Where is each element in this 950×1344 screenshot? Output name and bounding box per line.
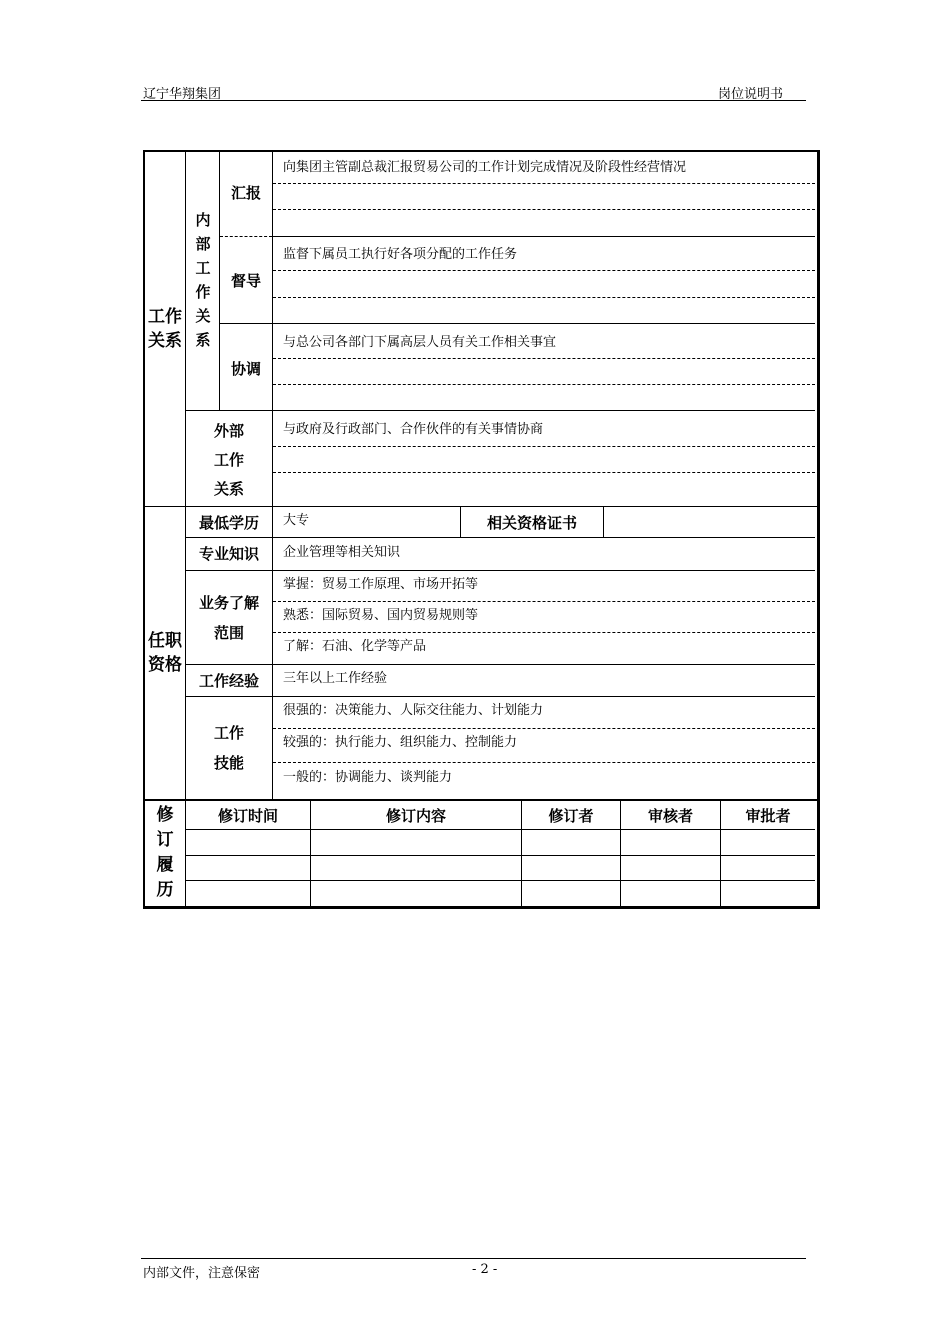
revision-col-time: 修订时间 (217, 806, 278, 825)
coordinate-text: 与总公司各部门下属高层人员有关工作相关事宜 (283, 335, 557, 350)
skills-label: 工作 技能 (213, 724, 244, 772)
header-company: 辽宁华翔集团 (143, 87, 222, 102)
footer-rule (141, 1258, 806, 1259)
business-scope-line: 熟悉：国际贸易、国内贸易规则等 (283, 608, 479, 623)
coordinate-label: 协调 (230, 359, 261, 378)
internal-relations-label: 内部工作关系 (195, 211, 211, 349)
page-number: - 2 - (472, 1262, 498, 1277)
external-relations-label: 外部 工作 关系 (213, 421, 244, 498)
revision-col-content: 修订内容 (385, 806, 446, 825)
revision-col-approver: 审批者 (745, 806, 791, 825)
section-work-relations: 工作关系 (148, 307, 182, 351)
supervise-label: 督导 (230, 271, 261, 290)
experience-value: 三年以上工作经验 (283, 671, 388, 686)
education-label: 最低学历 (198, 513, 259, 532)
skills-line: 较强的：执行能力、组织能力、控制能力 (283, 735, 518, 750)
section-qualifications: 任职资格 (148, 631, 182, 675)
business-scope-line: 掌握：贸易工作原理、市场开拓等 (283, 577, 479, 592)
certificate-label: 相关资格证书 (486, 513, 577, 532)
section-revision: 修订履历 (156, 804, 174, 900)
business-scope-line: 了解：石油、化学等产品 (283, 639, 427, 654)
experience-label: 工作经验 (198, 672, 259, 690)
report-text: 向集团主管副总裁汇报贸易公司的工作计划完成情况及阶段性经营情况 (283, 160, 687, 175)
supervise-text: 监督下属员工执行好各项分配的工作任务 (283, 247, 518, 262)
business-scope-label: 业务了解 范围 (198, 593, 259, 642)
skills-line: 一般的：协调能力、谈判能力 (283, 770, 453, 785)
knowledge-label: 专业知识 (198, 545, 259, 563)
revision-col-reviser: 修订者 (548, 806, 594, 825)
knowledge-value: 企业管理等相关知识 (283, 545, 401, 560)
skills-line: 很强的：决策能力、人际交往能力、计划能力 (283, 703, 544, 718)
header-rule (141, 100, 806, 101)
external-text: 与政府及行政部门、合作伙伴的有关事情协商 (283, 422, 544, 437)
footer-confidential: 内部文件，注意保密 (143, 1266, 261, 1281)
revision-col-checker: 审核者 (647, 806, 693, 825)
report-label: 汇报 (230, 183, 261, 202)
education-value: 大专 (283, 513, 310, 528)
header-doc-title: 岗位说明书 (718, 87, 784, 102)
